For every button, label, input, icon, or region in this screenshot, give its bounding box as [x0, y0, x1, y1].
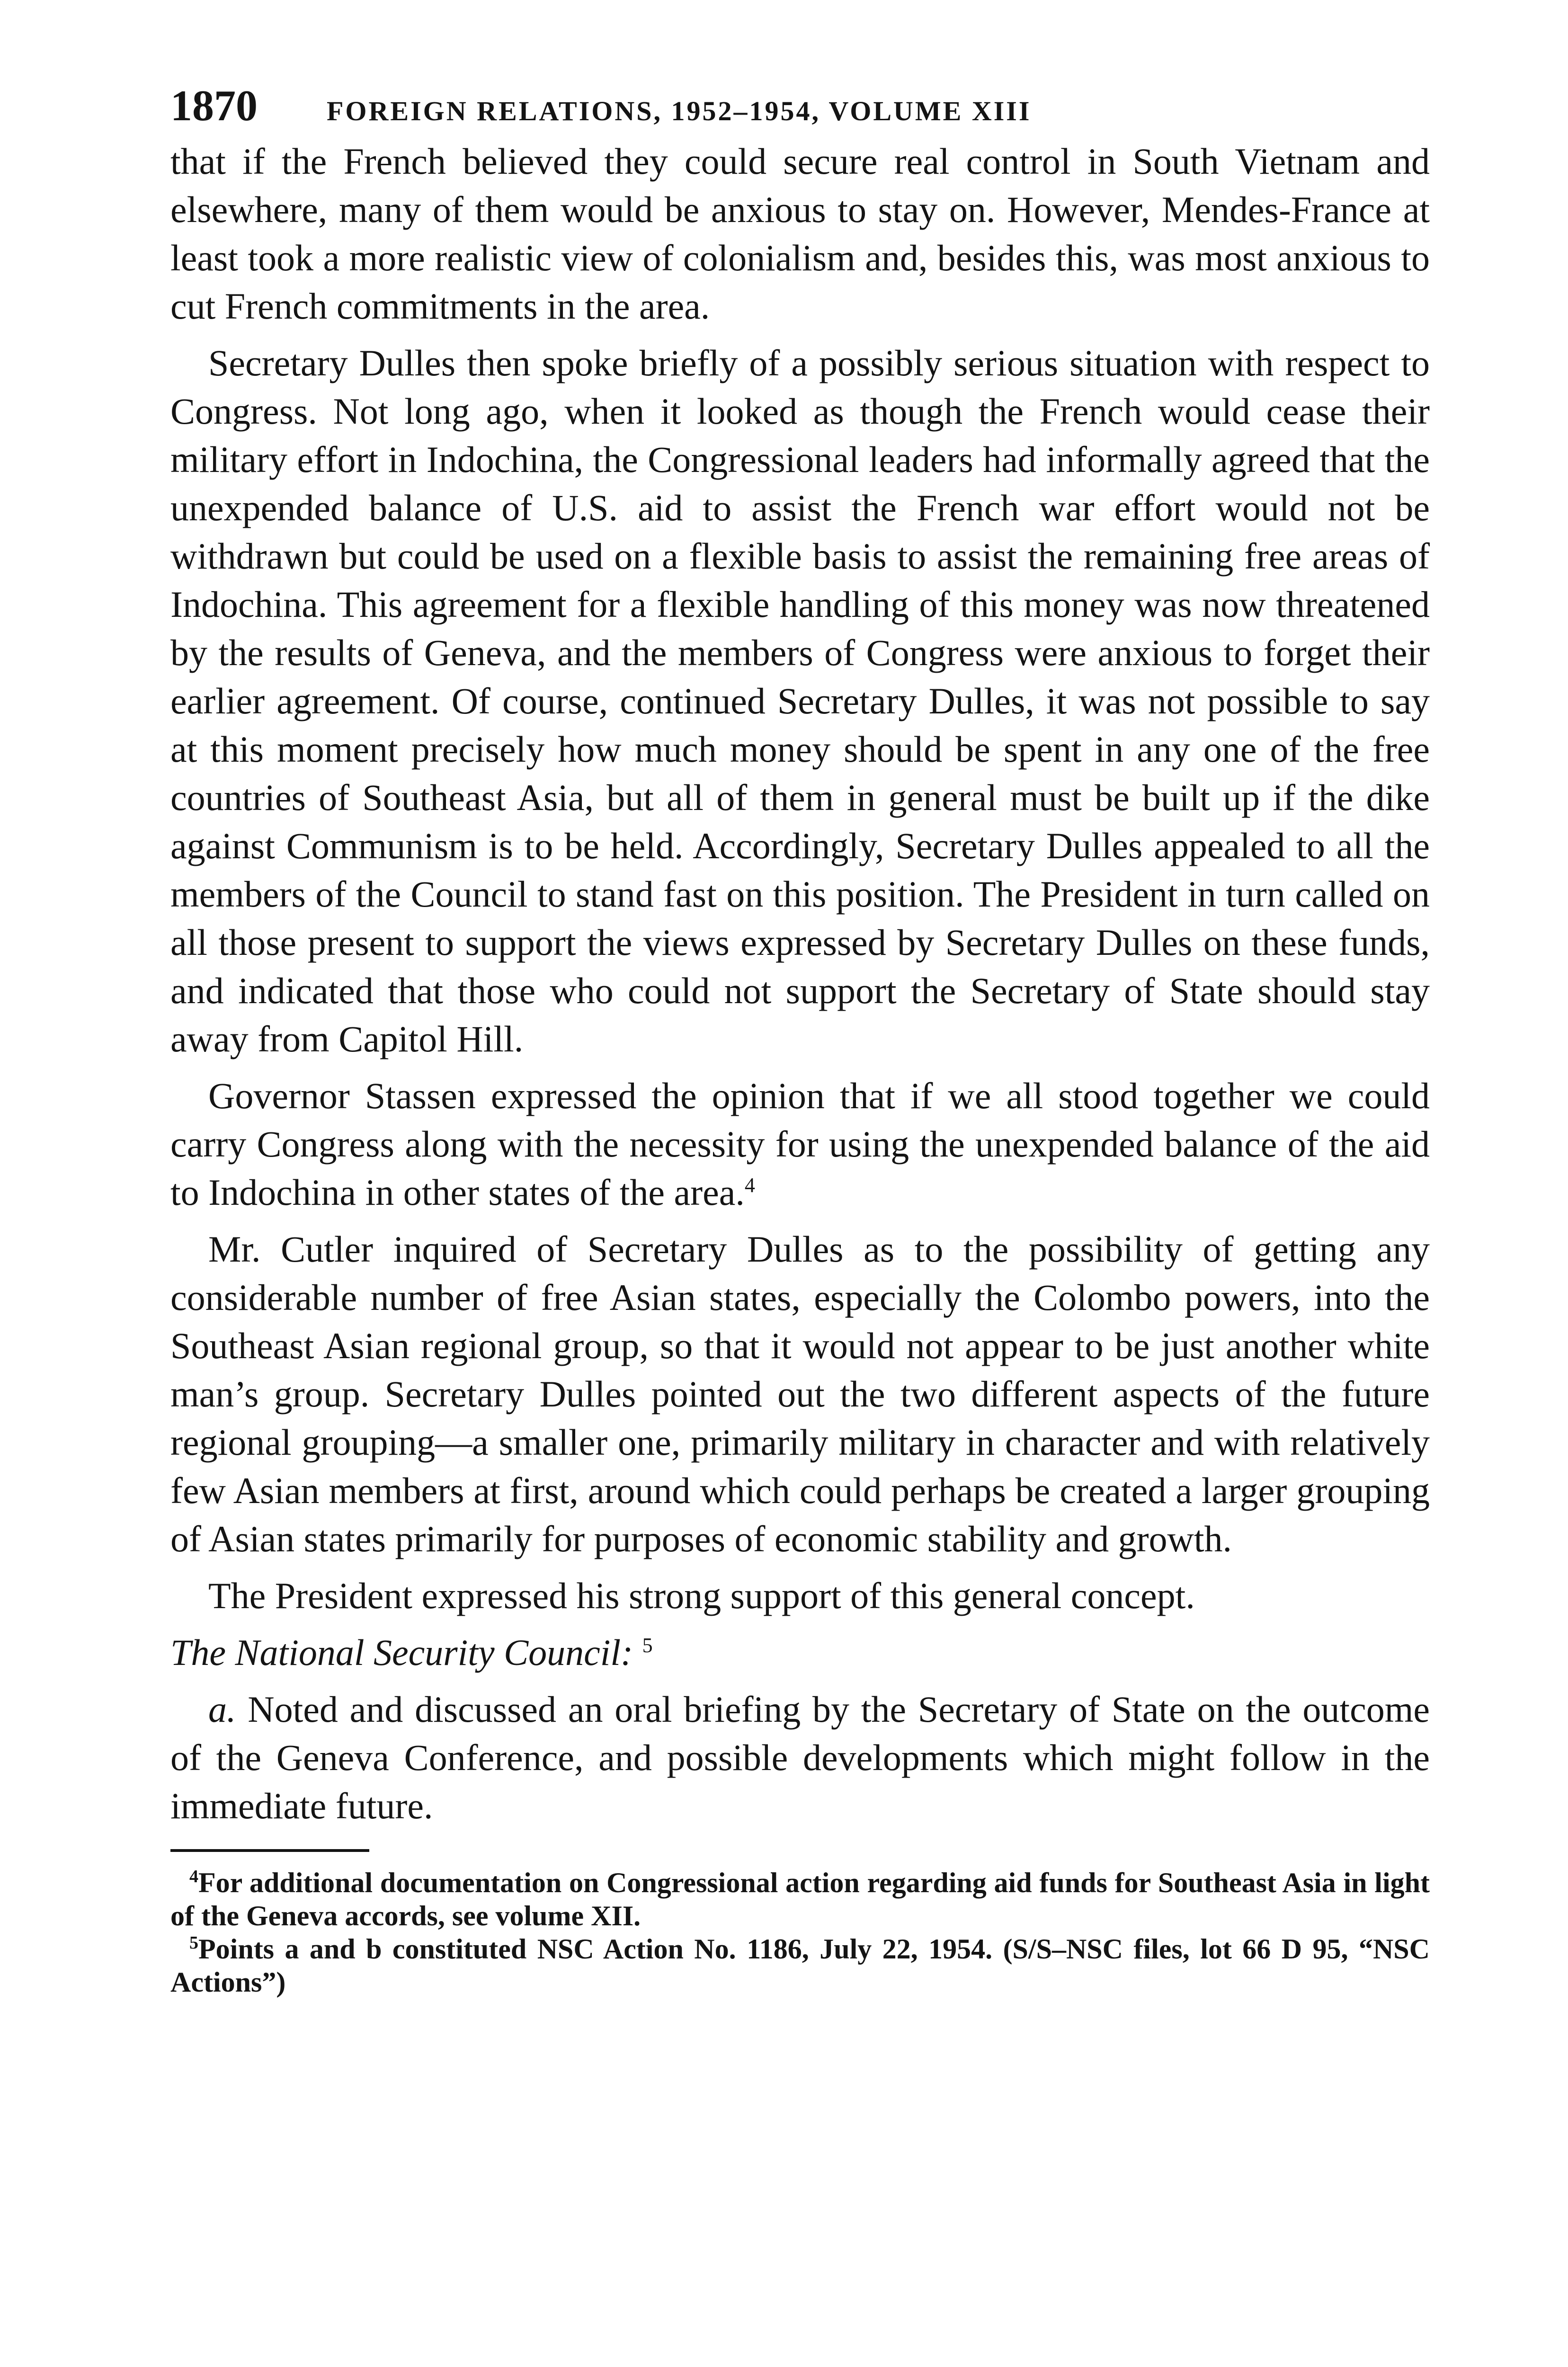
body-text [170, 137, 1430, 1830]
footnote-5 [170, 1932, 1430, 1999]
action-item-a [170, 1685, 1430, 1830]
paragraph-continuation: that if the French believed they could secure real control in South Vietnam and elsewhere, many of them would be anxious to stay on. However, Mendes-France at least took a more realistic view of colonialism and, besides this, was most anxious to cut French commitments in the area. [170, 141, 1430, 327]
footnote-5-text: Points a and b constituted NSC Action No. 1186, July 22, 1954. (S/S–NSC files, lot 66 D 95, “NSC Actions”) [170, 1933, 1430, 1998]
footnotes [170, 1866, 1430, 1999]
action-item-a-text: Noted and discussed an oral briefing by the Secretary of State on the outcome of the Geneva Conference, and possible developments which might follow in the immediate future. [170, 1689, 1430, 1826]
footnote-4-mark: 4 [189, 1867, 198, 1886]
footnote-divider [170, 1849, 369, 1852]
action-item-a-letter: a. [208, 1689, 236, 1730]
paragraph-stassen-text: Governor Stassen expressed the opinion that if we all stood together we could carry Congress along with the necessity for using the unexpended balance of the aid to Indochina in other states of the area. [170, 1075, 1430, 1213]
paragraph-dulles-congress: Secretary Dulles then spoke briefly of a possibly serious situation with respect to Congress. Not long ago, when it looked as though the French would cease their military effort in Indochina, the Congressional leaders had informally agreed that the unexpended balance of U.S. aid to assist the French war effort would not be withdrawn but could be used on a flexible basis to assist the remaining free areas of Indochina. This agreement for a flexible handling of this money was now threatened by the results of Geneva, and the members of Congress were anxious to forget their earlier agreement. Of course, continued Secretary Dulles, it was not possible to say at this moment precisely how much money should be spent in any one of the free countries of Southeast Asia, but all of them in general must be built up if the dike against Communism is to be held. Accordingly, Secretary Dulles appealed to all the members of the Council to stand fast on this position. The President in turn called on all those present to support the views expressed by Secretary Dulles on these funds, and indicated that those who could not support the Secretary of State should stay away from Capitol Hill. [170, 342, 1430, 1059]
running-head: FOREIGN RELATIONS, 1952–1954, VOLUME XIII [327, 96, 1032, 126]
paragraph-president: The President expressed his strong support of this general concept. [208, 1575, 1195, 1616]
footnote-4-text: For additional documentation on Congressional action regarding aid funds for Southeast Asia in light of the Geneva accords, see volume XII. [170, 1867, 1430, 1931]
page-number: 1870 [170, 81, 258, 130]
footnote-4 [170, 1866, 1430, 1932]
nsc-action-heading-text: The National Security Council: [170, 1632, 633, 1673]
document-page [170, 80, 1430, 1999]
paragraph-cutler: Mr. Cutler inquired of Secretary Dulles as to the possibility of getting any considerable number of free Asian states, especially the Colombo powers, into the Southeast Asian regional group, so that it would not appear to be just another white man’s group. Secretary Dulles pointed out the two different aspects of the future regional grouping—a smaller one, primarily military in character and with relatively few Asian members at first, around which could perhaps be created a larger grouping of Asian states primarily for purposes of economic stability and growth. [170, 1228, 1430, 1559]
page-header [170, 80, 1430, 137]
nsc-action-heading [170, 1628, 1430, 1677]
footnote-ref-4: 4 [744, 1174, 755, 1197]
footnote-ref-5: 5 [642, 1634, 653, 1657]
paragraph-stassen [170, 1072, 1430, 1217]
footnote-5-mark: 5 [189, 1933, 198, 1953]
